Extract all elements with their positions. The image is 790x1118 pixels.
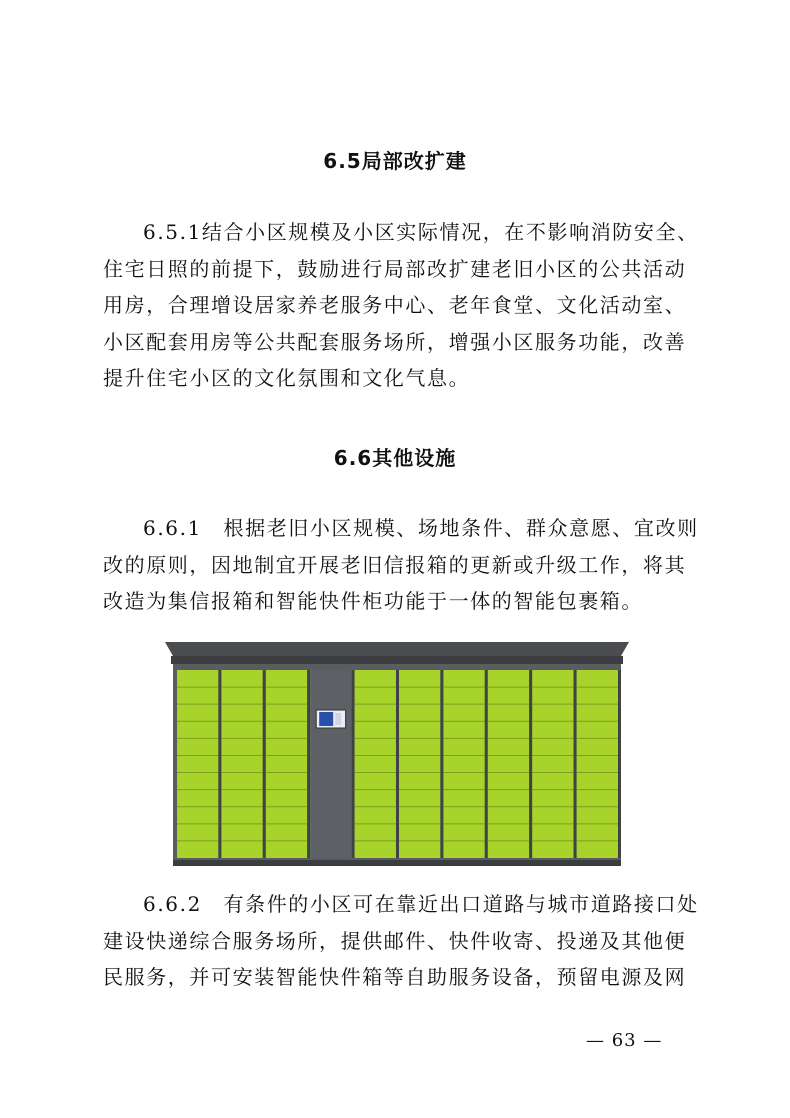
paragraph-line: 建设快递综合服务场所，提供邮件、快件收寄、投递及其他便 [103, 928, 687, 953]
locker-screen [319, 712, 333, 726]
locker-column [355, 670, 396, 858]
paragraph-line: 住宅日照的前提下，鼓励进行局部改扩建老旧小区的公共活动 [103, 256, 687, 281]
paragraph-6-6-1 [103, 510, 699, 620]
locker-column-gap [529, 670, 532, 858]
locker-column-gap [574, 670, 577, 858]
heading-6-6: 6.6其他设施 [333, 446, 457, 470]
locker-column-gap [485, 670, 488, 858]
heading-6-5: 6.5局部改扩建 [323, 149, 467, 173]
locker-column [532, 670, 573, 858]
paragraph-line: 改造为集信报箱和智能快件柜功能于一体的智能包裹箱。 [103, 589, 643, 613]
paragraph-6-6-2 [103, 886, 699, 996]
paragraph-line: 改的原则，因地制宜开展老旧信报箱的更新或升级工作，将其 [103, 552, 687, 577]
locker-column [488, 670, 529, 858]
paragraph-line: 提升住宅小区的文化氛围和文化气息。 [103, 366, 471, 390]
paragraph-line: 6.6.2 有条件的小区可在靠近出口道路与城市道路接口处 [143, 892, 699, 916]
locker-column-gap [396, 670, 399, 858]
page-number: — 63 — [586, 1030, 663, 1051]
locker-column-gap [352, 670, 355, 858]
locker-roof [165, 642, 629, 656]
smart-parcel-locker-image [163, 638, 631, 868]
locker-column-gap [218, 670, 221, 858]
paragraph-line: 6.5.1结合小区规模及小区实际情况，在不影响消防安全、 [143, 220, 699, 244]
paragraph-line: 6.6.1 根据老旧小区规模、场地条件、群众意愿、宜改则 [143, 516, 699, 540]
locker-column [266, 670, 307, 858]
locker-column [177, 670, 218, 858]
paragraph-line: 民服务，并可安装智能快件箱等自助服务设备，预留电源及网 [103, 965, 687, 989]
locker-header [171, 656, 623, 664]
locker-column-gap [307, 670, 310, 858]
locker-column [399, 670, 440, 858]
locker-card-reader [335, 713, 341, 725]
locker-column [577, 670, 618, 858]
paragraph-line: 小区配套用房等公共配套服务场所，增强小区服务功能，改善 [103, 329, 687, 354]
locker-column-gap [618, 670, 621, 858]
locker-control-panel [310, 670, 351, 858]
locker-base [173, 860, 621, 866]
locker-column-gap [263, 670, 266, 858]
locker-column-gap [440, 670, 443, 858]
locker-column [443, 670, 484, 858]
paragraph-6-5-1 [103, 214, 699, 397]
locker-column [221, 670, 262, 858]
paragraph-line: 用房，合理增设居家养老服务中心、老年食堂、文化活动室、 [103, 293, 687, 317]
